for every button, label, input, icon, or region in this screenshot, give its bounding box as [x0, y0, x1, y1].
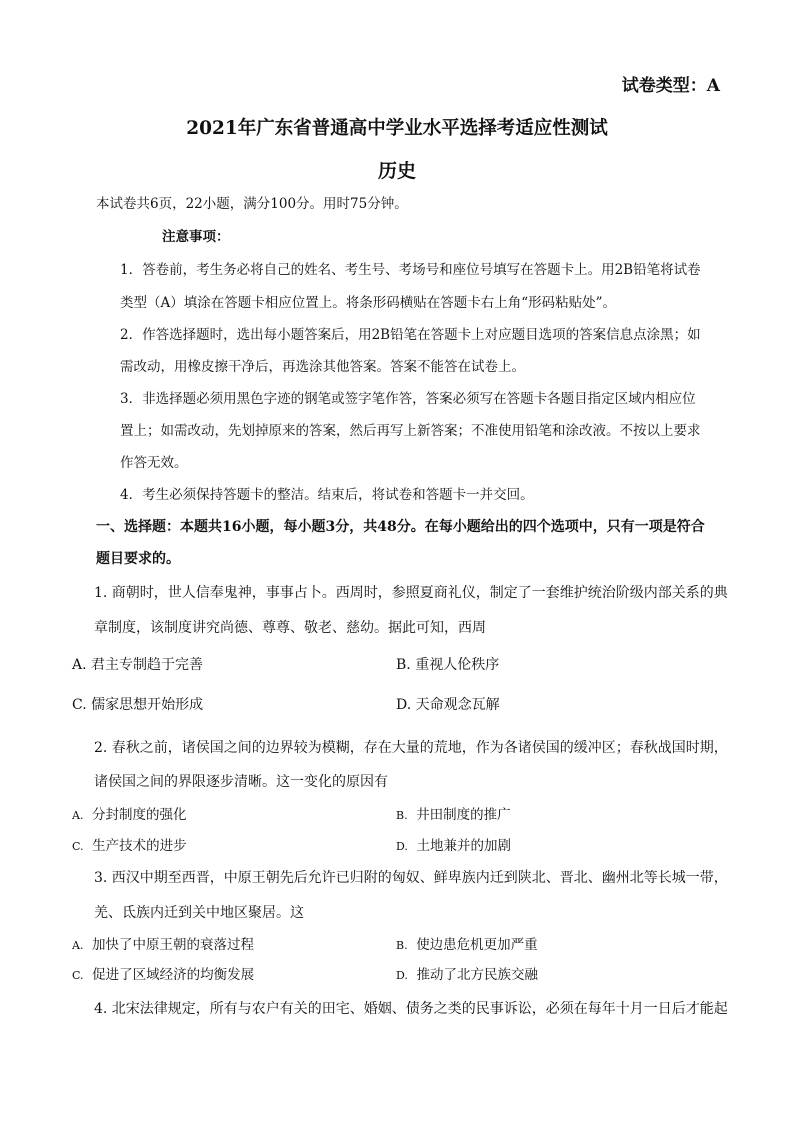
notice-line: 需改动，用橡皮擦干净后，再选涂其他答案。答案不能答在试卷上。 [120, 359, 525, 375]
subject-title: 历史 [377, 160, 416, 182]
option-text: 推动了北方民族交融 [416, 967, 539, 983]
question-1-stem: 1. 商朝时，世人信奉鬼神，事事占卜。西周时，参照夏商礼仪，制定了一套维护统治阶级内部关系的典 [94, 585, 728, 601]
notice-line: 4．考生必须保持答题卡的整洁。结束后，将试卷和答题卡一并交回。 [120, 487, 534, 503]
question-2-stem-cont: 诸侯国之间的界限逐步清晰。这一变化的原因有 [94, 774, 388, 790]
question-3-option-a [72, 933, 254, 953]
notice-line: 作答无效。 [120, 455, 188, 471]
option-letter: B. [396, 809, 408, 822]
option-letter: B. [396, 939, 408, 952]
question-2-option-c [72, 834, 187, 854]
option-text: 井田制度的推广 [416, 807, 511, 823]
exam-title: 2021年广东省普通高中学业水平选择考适应性测试 [186, 118, 608, 139]
option-letter: D. [396, 969, 408, 982]
intro-text: 本试卷共6页，22小题，满分100分。用时75分钟。 [96, 196, 408, 212]
question-3-option-c [72, 963, 254, 983]
option-text: 加快了中原王朝的衰落过程 [92, 937, 255, 953]
question-1-option-b: B. 重视人伦秩序 [396, 657, 500, 673]
notice-line: 1．答卷前，考生务必将自己的姓名、考生号、考场号和座位号填写在答题卡上。用2B铅笔将试卷 [120, 262, 701, 278]
option-text: 生产技术的进步 [92, 838, 187, 854]
section-heading-cont: 题目要求的。 [96, 551, 180, 567]
question-2-stem: 2. 春秋之前，诸侯国之间的边界较为模糊，存在大量的荒地，作为各诸侯国的缓冲区；春秋战国时期， [94, 740, 728, 756]
question-1-option-a: A. 君主专制趋于完善 [72, 657, 204, 673]
question-2-option-b [396, 803, 511, 823]
question-4-stem: 4. 北宋法律规定，所有与农户有关的田宅、婚姻、债务之类的民事诉讼，必须在每年十月一日后才能起 [94, 1001, 728, 1017]
question-2-option-d [396, 834, 511, 854]
question-1-stem-cont: 章制度，该制度讲究尚德、尊尊、敬老、慈幼。据此可知，西周 [94, 620, 486, 636]
option-text: 分封制度的强化 [92, 807, 187, 823]
option-text: 促进了区域经济的均衡发展 [92, 967, 255, 983]
option-letter: A. [72, 809, 84, 822]
section-heading: 一、选择题：本题共16小题，每小题3分，共48分。在每小题给出的四个选项中，只有一项是符合 [96, 519, 705, 535]
option-letter: C. [72, 969, 84, 982]
notice-line: 2．作答选择题时，选出每小题答案后，用2B铅笔在答题卡上对应题目选项的答案信息点涂黑；如 [120, 327, 701, 343]
option-letter: D. [396, 840, 408, 853]
notice-line: 置上；如需改动，先划掉原来的答案，然后再写上新答案；不准使用铅笔和涂改液。不按以上要求 [120, 423, 701, 439]
notice-heading: 注意事项： [162, 229, 230, 245]
notice-line: 3．非选择题必须用黑色字迹的钢笔或签字笔作答，答案必须写在答题卡各题目指定区域内相应位 [120, 391, 696, 407]
question-3-option-d [396, 963, 538, 983]
question-3-option-b [396, 933, 538, 953]
question-1-option-c: C. 儒家思想开始形成 [72, 697, 204, 713]
question-3-stem-cont: 羌、氐族内迁到关中地区聚居。这 [94, 905, 304, 921]
question-2-option-a [72, 803, 187, 823]
question-1-option-d: D. 天命观念瓦解 [396, 697, 500, 713]
option-letter: A. [72, 939, 84, 952]
option-text: 土地兼并的加剧 [416, 838, 512, 854]
option-letter: C. [72, 840, 84, 853]
option-text: 使边患危机更加严重 [416, 937, 538, 953]
notice-line: 类型（A）填涂在答题卡相应位置上。将条形码横贴在答题卡右上角“形码粘贴处”。 [120, 295, 617, 311]
paper-type-label: 试卷类型：A [621, 76, 720, 96]
question-3-stem: 3. 西汉中期至西晋，中原王朝先后允许已归附的匈奴、鲜卑族内迁到陕北、晋北、幽州北等长城一带， [94, 870, 728, 886]
